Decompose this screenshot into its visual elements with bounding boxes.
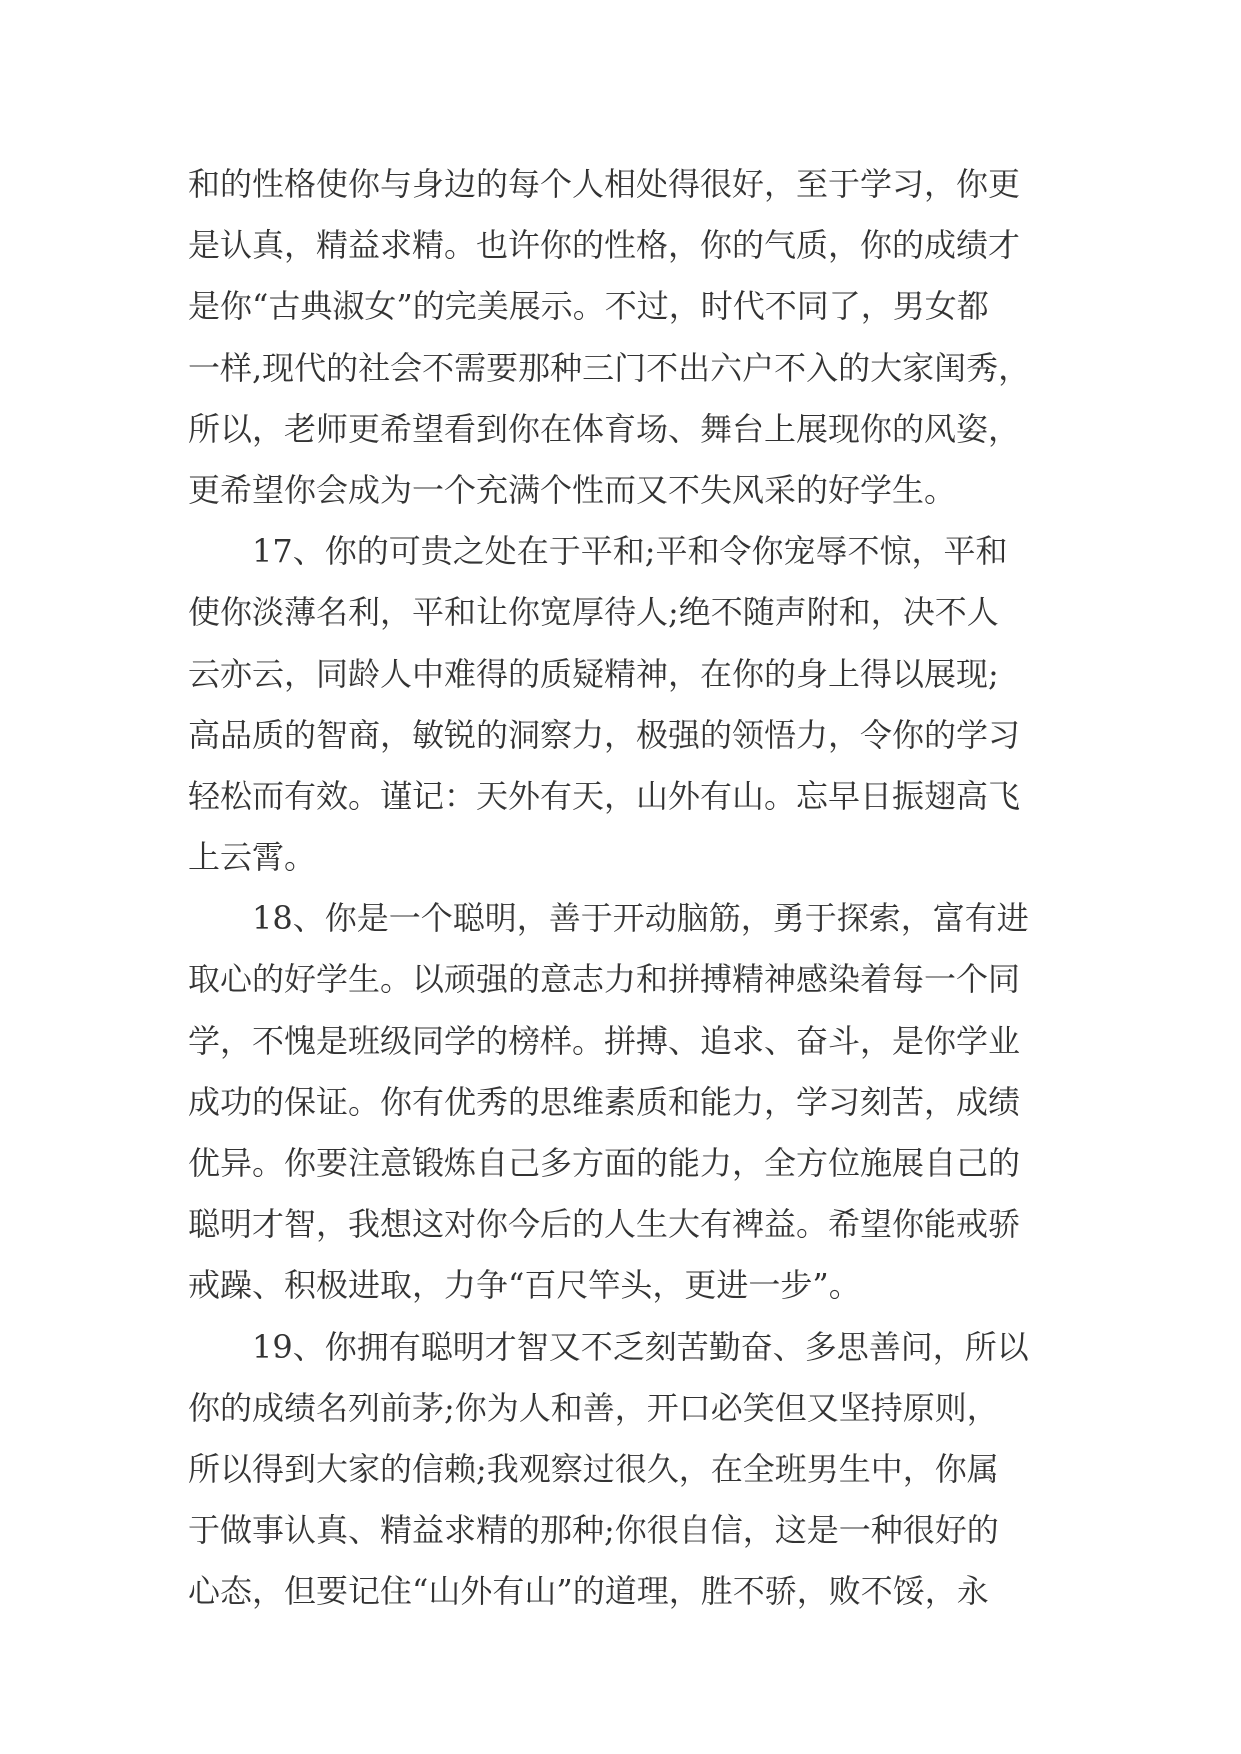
text-line: 和的性格使你与身边的每个人相处得很好，至于学习，你更 xyxy=(188,165,1021,203)
paragraph-first-line: 18、你是一个聪明，善于开动脑筋，勇于探索，富有进 xyxy=(252,899,1029,938)
text-line: 心态，但要记住“山外有山”的道理，胜不骄，败不馁，永 xyxy=(188,1572,989,1611)
text-line: 使你淡薄名利，平和让你宽厚待人;绝不随声附和，决不人 xyxy=(188,593,999,632)
text-line: 所以，老师更希望看到你在体育场、舞台上展现你的风姿， xyxy=(188,409,1021,448)
text-line: 聪明才智，我想这对你今后的人生大有裨益。希望你能戒骄 xyxy=(188,1205,1021,1244)
text-line: 云亦云，同龄人中难得的质疑精神，在你的身上得以展现; xyxy=(188,654,999,693)
document-body xyxy=(188,154,1058,1623)
text-line: 优异。你要注意锻炼自己多方面的能力，全方位施展自己的 xyxy=(188,1144,1021,1182)
text-line: 于做事认真、精益求精的那种;你很自信，这是一种很好的 xyxy=(188,1511,999,1550)
text-line: 你的成绩名列前茅;你为人和善，开口必笑但又坚持原则， xyxy=(188,1388,999,1427)
text-line: 上云霄。 xyxy=(188,838,317,877)
text-line: 高品质的智商，敏锐的洞察力，极强的领悟力，令你的学习 xyxy=(188,715,1021,754)
text-line: 所以得到大家的信赖;我观察过很久，在全班男生中，你属 xyxy=(188,1449,999,1488)
text-line: 戒躁、积极进取，力争“百尺竿头，更进一步”。 xyxy=(188,1266,861,1305)
text-line: 是认真，精益求精。也许你的性格，你的气质，你的成绩才 xyxy=(188,226,1021,265)
text-line: 是你“古典淑女”的完美展示。不过，时代不同了，男女都 xyxy=(188,287,989,326)
text-line: 学，不愧是班级同学的榜样。拼搏、追求、奋斗，是你学业 xyxy=(188,1021,1021,1060)
paragraph-first-line: 17、你的可贵之处在于平和;平和令你宠辱不惊，平和 xyxy=(252,532,1008,571)
text-line: 一样,现代的社会不需要那种三门不出六户不入的大家闺秀， xyxy=(188,348,1031,387)
text-line: 更希望你会成为一个充满个性而又不失风采的好学生。 xyxy=(188,470,957,509)
paragraph-first-line: 19、你拥有聪明才智又不乏刻苦勤奋、多思善问，所以 xyxy=(252,1327,1029,1366)
text-line: 取心的好学生。以顽强的意志力和拼搏精神感染着每一个同 xyxy=(188,960,1021,999)
text-line: 轻松而有效。谨记：天外有天，山外有山。忘早日振翅高飞 xyxy=(188,776,1021,815)
text-line: 成功的保证。你有优秀的思维素质和能力，学习刻苦，成绩 xyxy=(188,1082,1021,1121)
